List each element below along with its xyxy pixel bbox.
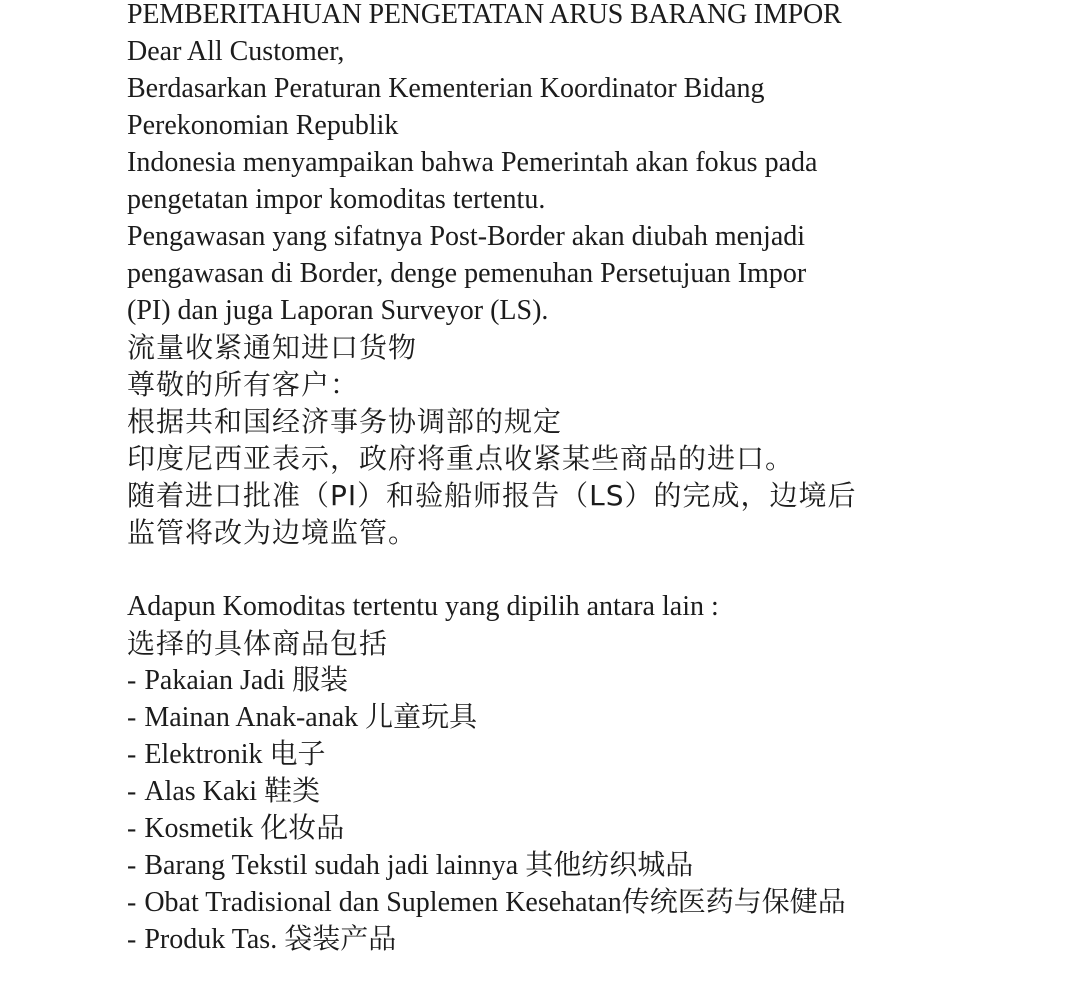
document (127, 0, 1067, 958)
list-intro: Adapun Komoditas tertentu yang dipilih antara lain : (127, 591, 719, 622)
chinese-paragraph (127, 329, 1067, 551)
dash: - (127, 813, 137, 844)
notice-title: PEMBERITAHUAN PENGETATAN ARUS BARANG IMPOR (127, 0, 842, 30)
list-item (127, 662, 1067, 699)
list-item (127, 810, 1067, 847)
dash: - (127, 702, 137, 733)
dash: - (127, 850, 137, 881)
blank-line (127, 551, 1067, 588)
paragraph-line: Berdasarkan Peraturan Kementerian Koordinator Bidang (127, 73, 765, 104)
greeting: Dear All Customer, (127, 36, 345, 67)
list-item (127, 884, 1067, 921)
list-item (127, 847, 1067, 884)
list-item (127, 773, 1067, 810)
list-item-text: Mainan Anak-anak 儿童玩具 (144, 702, 478, 733)
dash: - (127, 776, 137, 807)
paragraph-line: Pengawasan yang sifatnya Post-Border akan diubah menjadi (127, 221, 806, 252)
dash: - (127, 665, 137, 696)
dash: - (127, 924, 137, 955)
paragraph-line: Indonesia menyampaikan bahwa Pemerintah akan fokus pada (127, 147, 818, 178)
paragraph-line: (PI) dan juga Laporan Surveyor (LS). (127, 295, 549, 326)
commodity-list (127, 662, 1067, 958)
chinese-line: 印度尼西亚表示，政府将重点收紧某些商品的进口。 (127, 442, 795, 475)
chinese-line: 尊敬的所有客户： (127, 368, 360, 401)
dash: - (127, 887, 137, 918)
chinese-line: 根据共和国经济事务协调部的规定 (127, 405, 563, 438)
list-item (127, 699, 1067, 736)
paragraph-line: pengetatan impor komoditas tertentu. (127, 184, 546, 215)
paragraph-line: Perekonomian Republik (127, 110, 399, 141)
list-item-text: Kosmetik 化妆品 (144, 813, 345, 844)
list-item-text: Obat Tradisional dan Suplemen Kesehatan传统医药与保健品 (144, 887, 846, 918)
list-item-text: Pakaian Jadi 服装 (144, 665, 349, 696)
list-item-text: Barang Tekstil sudah jadi lainnya 其他纺织城品 (144, 850, 694, 881)
list-item (127, 736, 1067, 773)
list-intro-chinese: 选择的具体商品包括 (127, 627, 389, 660)
chinese-line: 随着进口批准（PI）和验船师报告（LS）的完成，边境后 (127, 479, 857, 512)
list-item-text: Produk Tas. 袋装产品 (144, 924, 397, 955)
chinese-line: 监管将改为边境监管。 (127, 516, 418, 549)
paragraph-line: pengawasan di Border, denge pemenuhan Persetujuan Impor (127, 258, 807, 289)
list-item (127, 921, 1067, 958)
dash: - (127, 739, 137, 770)
indonesian-paragraph (127, 70, 1067, 329)
list-item-text: Alas Kaki 鞋类 (144, 776, 321, 807)
list-item-text: Elektronik 电子 (144, 739, 326, 770)
chinese-line: 流量收紧通知进口货物 (127, 331, 418, 364)
